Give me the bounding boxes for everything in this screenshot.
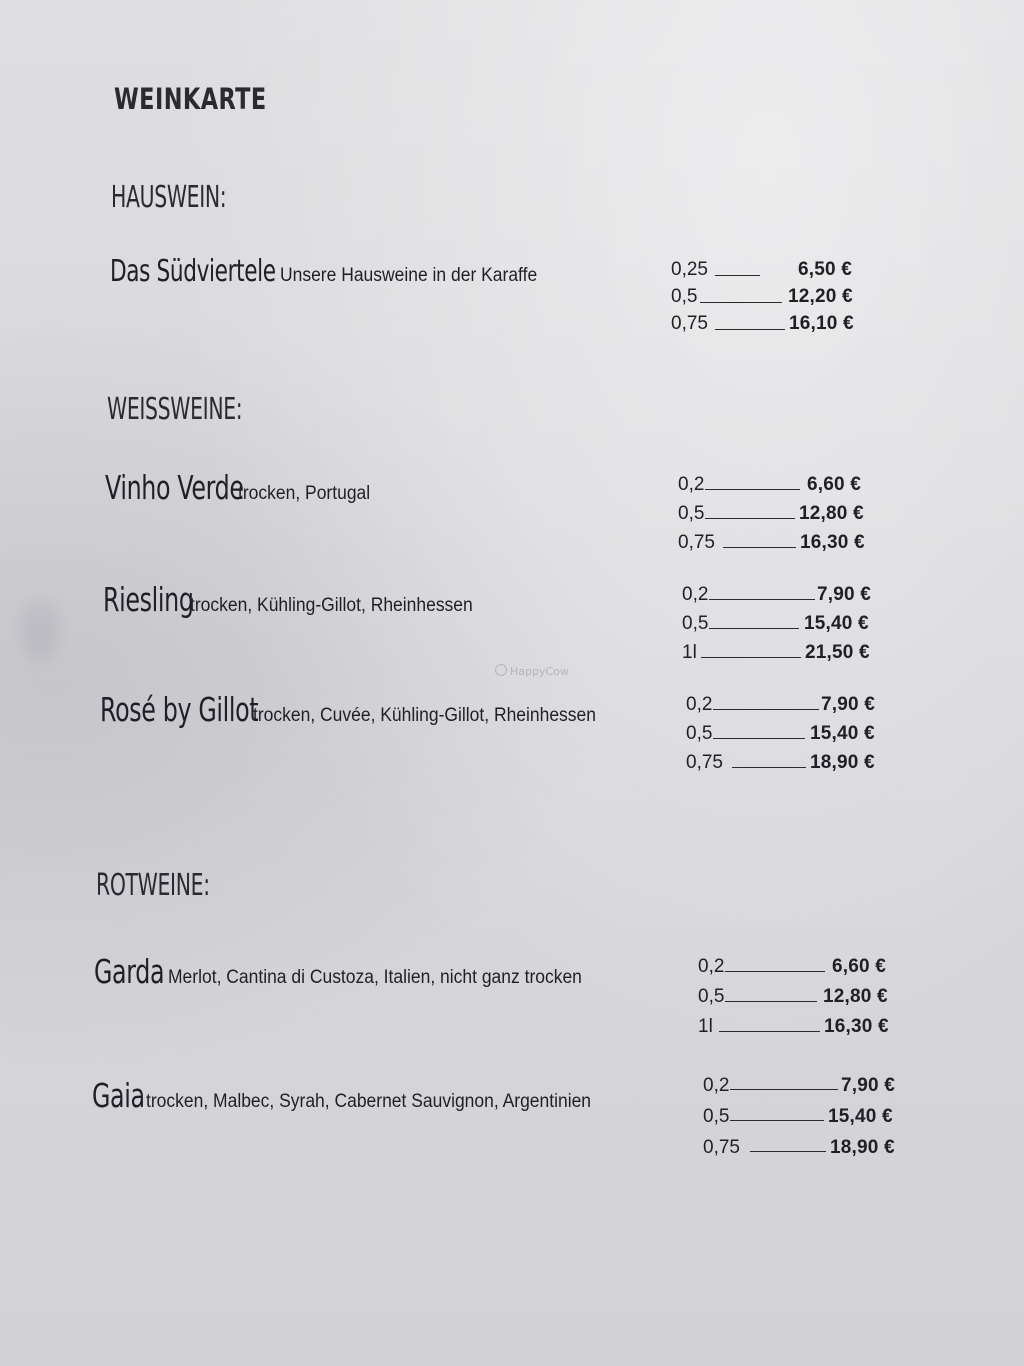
price: 7,90 € xyxy=(817,584,872,605)
watermark xyxy=(495,664,569,678)
wine-name: Das Südviertele xyxy=(110,254,276,289)
price-row xyxy=(682,609,882,638)
volume: 1l xyxy=(698,1016,713,1037)
leader-line xyxy=(723,547,796,548)
price-row xyxy=(671,310,871,337)
menu-title: WEINKARTE xyxy=(114,82,267,116)
wine-description: trocken, Portugal xyxy=(238,483,371,504)
wine-name: Vinho Verde xyxy=(105,468,244,507)
volume: 0,2 xyxy=(682,584,709,605)
price-row xyxy=(682,580,882,609)
price-row xyxy=(686,748,886,777)
price-row xyxy=(703,1132,903,1163)
leader-line xyxy=(713,709,819,710)
wine-description: Merlot, Cantina di Custoza, Italien, nicht ganz trocken xyxy=(168,967,582,988)
leader-line xyxy=(713,738,805,739)
leader-line xyxy=(700,302,782,303)
price: 7,90 € xyxy=(841,1075,896,1096)
price-list xyxy=(698,952,898,1042)
section-heading-weissweine: WEISSWEINE: xyxy=(107,392,243,427)
price-row xyxy=(703,1101,903,1132)
price-list xyxy=(678,470,878,557)
price: 16,10 € xyxy=(789,313,854,334)
volume: 0,5 xyxy=(671,286,698,307)
volume: 0,75 xyxy=(671,313,708,334)
watermark-label: HappyCow xyxy=(510,665,569,678)
wine-item xyxy=(100,690,626,729)
volume: 0,25 xyxy=(671,259,708,280)
volume: 0,5 xyxy=(686,723,713,744)
volume: 1l xyxy=(682,642,697,663)
price: 16,30 € xyxy=(824,1016,889,1037)
leader-line xyxy=(709,628,799,629)
price-row xyxy=(671,256,871,283)
volume: 0,2 xyxy=(686,694,713,715)
price: 18,90 € xyxy=(810,752,875,773)
price: 6,60 € xyxy=(832,956,887,977)
volume: 0,75 xyxy=(678,532,715,553)
leader-line xyxy=(730,1120,824,1121)
price-row xyxy=(671,283,871,310)
price: 6,50 € xyxy=(798,259,853,280)
price-row xyxy=(698,982,898,1012)
price: 12,80 € xyxy=(799,503,864,524)
volume: 0,2 xyxy=(678,474,705,495)
price-list xyxy=(703,1070,903,1163)
price-row xyxy=(682,638,882,667)
volume: 0,5 xyxy=(703,1106,730,1127)
wine-item xyxy=(92,1076,630,1115)
volume: 0,2 xyxy=(703,1075,730,1096)
section-heading-hauswein: HAUSWEIN: xyxy=(111,180,227,215)
price: 15,40 € xyxy=(804,613,869,634)
price: 12,80 € xyxy=(823,986,888,1007)
price: 15,40 € xyxy=(810,723,875,744)
volume: 0,5 xyxy=(682,613,709,634)
volume: 0,5 xyxy=(698,986,725,1007)
price: 16,30 € xyxy=(800,532,865,553)
wine-name: Gaia xyxy=(92,1076,145,1115)
price-row xyxy=(678,470,878,499)
volume: 0,75 xyxy=(703,1137,740,1158)
price: 12,20 € xyxy=(788,286,853,307)
price: 6,60 € xyxy=(807,474,862,495)
price-list xyxy=(682,580,882,667)
price: 21,50 € xyxy=(805,642,870,663)
leader-line xyxy=(730,1089,838,1090)
volume: 0,2 xyxy=(698,956,725,977)
price-row xyxy=(678,499,878,528)
leader-line xyxy=(715,329,785,330)
price-row xyxy=(703,1070,903,1101)
wine-name: Garda xyxy=(94,952,165,991)
price: 18,90 € xyxy=(830,1137,895,1158)
wine-description: trocken, Kühling-Gillot, Rheinhessen xyxy=(190,595,473,616)
wine-name: Rosé by Gillot xyxy=(100,690,259,729)
leader-line xyxy=(719,1031,820,1032)
volume: 0,5 xyxy=(678,503,705,524)
price-row xyxy=(698,1012,898,1042)
wine-item xyxy=(105,468,382,507)
leader-line xyxy=(725,1001,817,1002)
leader-line xyxy=(705,489,800,490)
leader-line xyxy=(715,275,760,276)
price-list xyxy=(686,690,886,777)
price-row xyxy=(678,528,878,557)
price-list xyxy=(671,256,871,337)
leader-line xyxy=(732,767,806,768)
wine-description: trocken, Cuvée, Kühling-Gillot, Rheinhessen xyxy=(253,705,596,726)
wine-name: Riesling xyxy=(103,580,194,619)
price-row xyxy=(698,952,898,982)
wine-item xyxy=(110,254,560,289)
price: 15,40 € xyxy=(828,1106,893,1127)
price: 7,90 € xyxy=(821,694,876,715)
leader-line xyxy=(750,1151,826,1152)
wine-description: trocken, Malbec, Syrah, Cabernet Sauvignon, Argentinien xyxy=(146,1091,592,1112)
leader-line xyxy=(725,971,825,972)
price-row xyxy=(686,719,886,748)
leader-line xyxy=(705,518,795,519)
wine-item xyxy=(103,580,497,619)
section-heading-rotweine: ROTWEINE: xyxy=(96,868,210,903)
leader-line xyxy=(709,599,815,600)
wine-item xyxy=(94,952,618,991)
happycow-logo-icon xyxy=(495,664,507,676)
volume: 0,75 xyxy=(686,752,723,773)
leader-line xyxy=(701,657,801,658)
paper-smudge xyxy=(20,600,60,660)
price-row xyxy=(686,690,886,719)
wine-description: Unsere Hausweine in der Karaffe xyxy=(280,265,538,286)
